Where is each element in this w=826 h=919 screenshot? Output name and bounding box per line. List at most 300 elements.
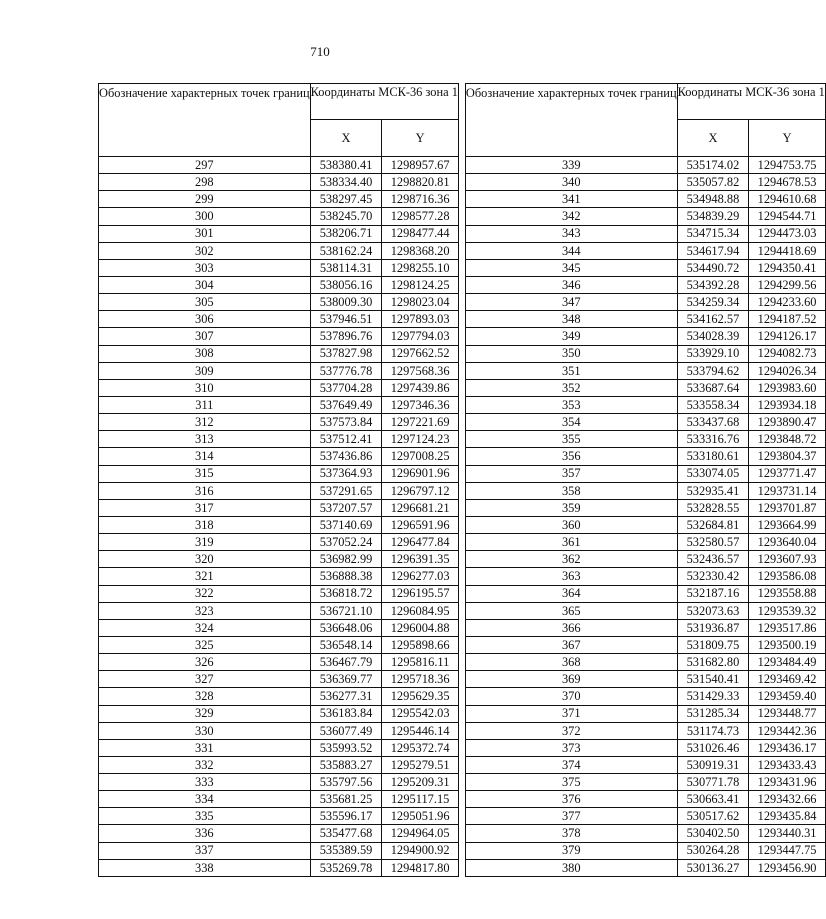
cell-point: 309 [99,362,311,379]
table-row [465,534,825,551]
cell-point: 314 [99,448,311,465]
cell-point: 322 [99,585,311,602]
cell-x: 536548.14 [310,636,382,653]
cell-y: 1298023.04 [382,294,459,311]
cell-point: 338 [99,859,311,876]
table-row [465,499,825,516]
cell-point: 306 [99,311,311,328]
table-row [465,482,825,499]
table-row [99,431,459,448]
cell-y: 1293442.36 [749,722,826,739]
cell-y: 1293586.08 [749,568,826,585]
cell-point: 344 [465,242,677,259]
cell-y: 1293607.93 [749,551,826,568]
cell-y: 1293701.87 [749,499,826,516]
cell-y: 1295718.36 [382,671,459,688]
table-row [99,534,459,551]
cell-point: 330 [99,722,311,739]
cell-y: 1297439.86 [382,379,459,396]
cell-point: 303 [99,259,311,276]
cell-y: 1298124.25 [382,276,459,293]
cell-x: 533180.61 [677,448,749,465]
table-row [99,568,459,585]
cell-point: 340 [465,174,677,191]
cell-point: 329 [99,705,311,722]
cell-x: 532828.55 [677,499,749,516]
cell-x: 534162.57 [677,311,749,328]
table-row [465,722,825,739]
table-body-right [465,157,825,877]
cell-x: 533687.64 [677,379,749,396]
table-row [99,259,459,276]
table-row [99,294,459,311]
cell-x: 531540.41 [677,671,749,688]
cell-point: 380 [465,859,677,876]
cell-x: 530771.78 [677,774,749,791]
cell-x: 535596.17 [310,808,382,825]
table-row [99,671,459,688]
cell-x: 533558.34 [677,396,749,413]
cell-y: 1294233.60 [749,294,826,311]
cell-x: 535057.82 [677,174,749,191]
cell-point: 310 [99,379,311,396]
cell-point: 333 [99,774,311,791]
cell-point: 350 [465,345,677,362]
cell-x: 531682.80 [677,654,749,671]
table-row [465,688,825,705]
cell-y: 1293448.77 [749,705,826,722]
header-point-label: Обозначение характерных точек границ [465,84,677,157]
cell-x: 535389.59 [310,842,382,859]
cell-point: 346 [465,276,677,293]
cell-x: 535797.56 [310,774,382,791]
table-row [465,259,825,276]
cell-y: 1294299.56 [749,276,826,293]
cell-point: 357 [465,465,677,482]
cell-x: 534259.34 [677,294,749,311]
cell-point: 360 [465,516,677,533]
cell-point: 317 [99,499,311,516]
cell-y: 1296195.57 [382,585,459,602]
cell-x: 538009.30 [310,294,382,311]
table-row [465,396,825,413]
header-y: Y [382,119,459,156]
cell-point: 361 [465,534,677,551]
cell-x: 533794.62 [677,362,749,379]
cell-x: 534490.72 [677,259,749,276]
cell-y: 1293447.75 [749,842,826,859]
cell-y: 1293804.37 [749,448,826,465]
cell-y: 1297346.36 [382,396,459,413]
cell-point: 355 [465,431,677,448]
cell-y: 1293469.42 [749,671,826,688]
cell-y: 1293433.43 [749,756,826,773]
cell-x: 537776.78 [310,362,382,379]
coordinates-table-left [98,83,459,877]
table-row [99,808,459,825]
cell-y: 1296277.03 [382,568,459,585]
cell-point: 299 [99,191,311,208]
table-row [465,191,825,208]
table-row [99,688,459,705]
cell-x: 532330.42 [677,568,749,585]
table-row [99,739,459,756]
table-row [99,842,459,859]
cell-y: 1295051.96 [382,808,459,825]
cell-point: 363 [465,568,677,585]
cell-point: 362 [465,551,677,568]
cell-y: 1293558.88 [749,585,826,602]
cell-y: 1294082.73 [749,345,826,362]
cell-y: 1293436.17 [749,739,826,756]
cell-point: 376 [465,791,677,808]
cell-x: 538297.45 [310,191,382,208]
cell-point: 342 [465,208,677,225]
cell-y: 1293435.84 [749,808,826,825]
cell-x: 530517.62 [677,808,749,825]
cell-point: 332 [99,756,311,773]
cell-x: 531936.87 [677,619,749,636]
cell-point: 326 [99,654,311,671]
cell-y: 1296084.95 [382,602,459,619]
cell-point: 364 [465,585,677,602]
cell-point: 373 [465,739,677,756]
cell-x: 538162.24 [310,242,382,259]
cell-point: 356 [465,448,677,465]
cell-y: 1295629.35 [382,688,459,705]
cell-x: 536369.77 [310,671,382,688]
cell-x: 536818.72 [310,585,382,602]
cell-y: 1296901.96 [382,465,459,482]
cell-y: 1293983.60 [749,379,826,396]
cell-y: 1295117.15 [382,791,459,808]
table-row [465,276,825,293]
table-row [99,157,459,174]
cell-point: 347 [465,294,677,311]
cell-x: 537704.28 [310,379,382,396]
cell-y: 1296797.12 [382,482,459,499]
cell-y: 1295542.03 [382,705,459,722]
cell-y: 1296477.84 [382,534,459,551]
cell-y: 1293432.66 [749,791,826,808]
table-row [99,825,459,842]
table-row [465,568,825,585]
table-row [465,362,825,379]
cell-point: 377 [465,808,677,825]
table-row [465,791,825,808]
cell-y: 1296391.35 [382,551,459,568]
table-row [465,705,825,722]
cell-x: 531026.46 [677,739,749,756]
table-row [465,431,825,448]
header-y: Y [749,119,826,156]
cell-x: 536721.10 [310,602,382,619]
header-point-label: Обозначение характерных точек границ [99,84,311,157]
cell-y: 1296591.96 [382,516,459,533]
cell-y: 1297568.36 [382,362,459,379]
table-row [99,654,459,671]
cell-point: 348 [465,311,677,328]
cell-x: 532187.16 [677,585,749,602]
cell-point: 318 [99,516,311,533]
header-coordinates: Координаты МСК-36 зона 1 [310,84,458,120]
table-row [99,448,459,465]
cell-point: 301 [99,225,311,242]
table-row [465,671,825,688]
cell-y: 1294350.41 [749,259,826,276]
cell-point: 323 [99,602,311,619]
cell-x: 536648.06 [310,619,382,636]
table-row [465,516,825,533]
cell-y: 1294900.92 [382,842,459,859]
cell-point: 368 [465,654,677,671]
cell-point: 343 [465,225,677,242]
cell-x: 531174.73 [677,722,749,739]
cell-x: 530136.27 [677,859,749,876]
cell-point: 304 [99,276,311,293]
cell-point: 366 [465,619,677,636]
cell-y: 1293640.04 [749,534,826,551]
cell-x: 530663.41 [677,791,749,808]
cell-point: 374 [465,756,677,773]
table-row [465,379,825,396]
cell-y: 1296004.88 [382,619,459,636]
cell-x: 535477.68 [310,825,382,842]
cell-point: 297 [99,157,311,174]
cell-y: 1297221.69 [382,414,459,431]
table-row [465,825,825,842]
table-row [99,362,459,379]
cell-x: 534617.94 [677,242,749,259]
table-row [99,174,459,191]
table-row [465,225,825,242]
cell-point: 353 [465,396,677,413]
cell-x: 538245.70 [310,208,382,225]
cell-point: 308 [99,345,311,362]
cell-x: 532935.41 [677,482,749,499]
cell-x: 537896.76 [310,328,382,345]
cell-x: 535174.02 [677,157,749,174]
cell-x: 536183.84 [310,705,382,722]
table-row [99,705,459,722]
table-row [99,585,459,602]
cell-x: 536888.38 [310,568,382,585]
cell-x: 530264.28 [677,842,749,859]
cell-x: 537436.86 [310,448,382,465]
cell-y: 1293459.40 [749,688,826,705]
header-x: X [677,119,749,156]
table-row [465,242,825,259]
cell-x: 537512.41 [310,431,382,448]
table-row [465,157,825,174]
cell-point: 307 [99,328,311,345]
cell-y: 1297794.03 [382,328,459,345]
cell-point: 371 [465,705,677,722]
table-row [99,619,459,636]
cell-y: 1294817.80 [382,859,459,876]
cell-x: 537946.51 [310,311,382,328]
cell-y: 1293484.49 [749,654,826,671]
cell-y: 1294753.75 [749,157,826,174]
header-coordinates: Координаты МСК-36 зона 1 [677,84,825,120]
cell-y: 1293500.19 [749,636,826,653]
table-row [99,379,459,396]
table-row [465,345,825,362]
table-row [99,328,459,345]
cell-point: 379 [465,842,677,859]
cell-y: 1293771.47 [749,465,826,482]
table-row [99,791,459,808]
table-row [99,499,459,516]
cell-point: 298 [99,174,311,191]
table-row [99,482,459,499]
cell-x: 536277.31 [310,688,382,705]
cell-x: 534839.29 [677,208,749,225]
table-row [99,191,459,208]
cell-point: 354 [465,414,677,431]
cell-point: 372 [465,722,677,739]
cell-x: 534028.39 [677,328,749,345]
table-row [99,859,459,876]
cell-y: 1293539.32 [749,602,826,619]
cell-y: 1294610.68 [749,191,826,208]
cell-point: 320 [99,551,311,568]
cell-point: 337 [99,842,311,859]
cell-x: 537827.98 [310,345,382,362]
table-row [465,585,825,602]
cell-x: 537649.49 [310,396,382,413]
cell-point: 321 [99,568,311,585]
table-row [465,774,825,791]
cell-point: 378 [465,825,677,842]
table-body-left [99,157,459,877]
page-number: 710 [310,44,330,59]
cell-point: 334 [99,791,311,808]
cell-x: 536467.79 [310,654,382,671]
table-row [465,208,825,225]
cell-y: 1294964.05 [382,825,459,842]
cell-x: 535269.78 [310,859,382,876]
cell-y: 1294418.69 [749,242,826,259]
cell-point: 300 [99,208,311,225]
cell-x: 538334.40 [310,174,382,191]
table-row [465,602,825,619]
table-row [99,276,459,293]
table-row [99,636,459,653]
table-row [465,636,825,653]
cell-x: 537052.24 [310,534,382,551]
cell-x: 532580.57 [677,534,749,551]
cell-y: 1293934.18 [749,396,826,413]
cell-point: 358 [465,482,677,499]
cell-y: 1294544.71 [749,208,826,225]
table-row [465,619,825,636]
table-row [465,551,825,568]
cell-y: 1295209.31 [382,774,459,791]
table-row [465,328,825,345]
table-row [99,396,459,413]
cell-point: 341 [465,191,677,208]
table-row [465,311,825,328]
table-row [99,311,459,328]
table-row [99,208,459,225]
cell-y: 1293517.86 [749,619,826,636]
cell-point: 325 [99,636,311,653]
cell-x: 536982.99 [310,551,382,568]
cell-x: 531809.75 [677,636,749,653]
cell-y: 1298820.81 [382,174,459,191]
cell-x: 533074.05 [677,465,749,482]
cell-y: 1295372.74 [382,739,459,756]
cell-point: 319 [99,534,311,551]
cell-y: 1295898.66 [382,636,459,653]
cell-y: 1295816.11 [382,654,459,671]
cell-x: 530402.50 [677,825,749,842]
table-row [99,414,459,431]
table-row [99,242,459,259]
coordinates-tables [98,83,826,875]
cell-point: 313 [99,431,311,448]
coordinates-table-right [465,83,826,877]
table-row [99,551,459,568]
cell-point: 328 [99,688,311,705]
cell-y: 1298477.44 [382,225,459,242]
cell-y: 1298577.28 [382,208,459,225]
table-row [465,859,825,876]
cell-x: 530919.31 [677,756,749,773]
table-row [99,345,459,362]
cell-x: 538380.41 [310,157,382,174]
cell-point: 367 [465,636,677,653]
cell-y: 1294126.17 [749,328,826,345]
cell-y: 1295446.14 [382,722,459,739]
cell-x: 537140.69 [310,516,382,533]
table-row [465,414,825,431]
cell-point: 335 [99,808,311,825]
cell-point: 375 [465,774,677,791]
cell-point: 345 [465,259,677,276]
cell-point: 349 [465,328,677,345]
table-row [465,739,825,756]
cell-y: 1294026.34 [749,362,826,379]
cell-y: 1293731.14 [749,482,826,499]
table-row [465,654,825,671]
table-row [99,516,459,533]
cell-point: 351 [465,362,677,379]
cell-y: 1294473.03 [749,225,826,242]
cell-x: 534948.88 [677,191,749,208]
cell-y: 1298255.10 [382,259,459,276]
cell-x: 538206.71 [310,225,382,242]
cell-x: 537291.65 [310,482,382,499]
cell-x: 532684.81 [677,516,749,533]
cell-x: 533316.76 [677,431,749,448]
table-row [99,756,459,773]
table-row [465,808,825,825]
cell-point: 316 [99,482,311,499]
cell-x: 534715.34 [677,225,749,242]
cell-x: 532073.63 [677,602,749,619]
table-row [99,465,459,482]
cell-point: 327 [99,671,311,688]
table-row [465,756,825,773]
cell-y: 1294187.52 [749,311,826,328]
table-row [465,448,825,465]
cell-x: 535883.27 [310,756,382,773]
cell-x: 538114.31 [310,259,382,276]
cell-point: 331 [99,739,311,756]
cell-point: 370 [465,688,677,705]
